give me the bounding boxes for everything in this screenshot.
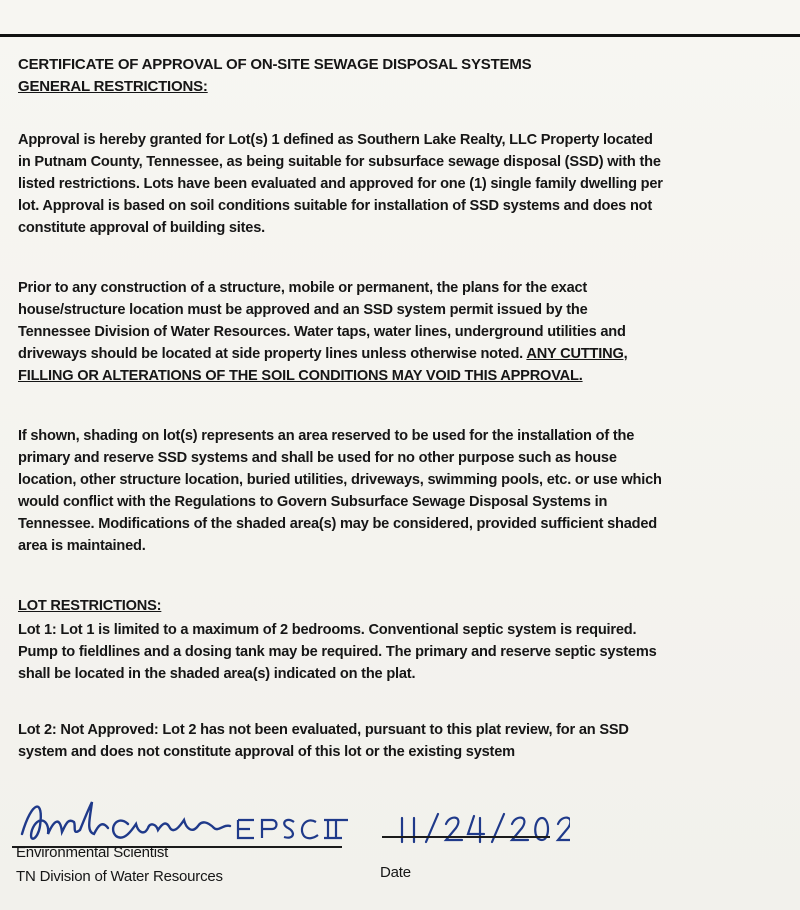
signer-title: Environmental Scientist (16, 844, 169, 861)
lot2-line: Lot 2: Not Approved: Lot 2 has not been evaluated, pursuant to this plat review, for an SSD (18, 722, 629, 738)
p3-line: location, other structure location, buried utilities, driveways, swimming pools, etc. or use which (18, 472, 662, 488)
date-label: Date (380, 864, 411, 881)
p2-line: Tennessee Division of Water Resources. Water taps, water lines, underground utilities and (18, 324, 626, 340)
p1-line: in Putnam County, Tennessee, as being suitable for subsurface sewage disposal (SSD) with the (18, 154, 661, 170)
lot1-line: Pump to fieldlines and a dosing tank may be required. The primary and reserve septic systems (18, 644, 657, 660)
p3-line: primary and reserve SSD systems and shall be used for no other purpose such as house (18, 450, 617, 466)
general-restrictions-heading: GENERAL RESTRICTIONS: (18, 78, 208, 95)
p2-line (18, 346, 627, 362)
void-warning: FILLING OR ALTERATIONS OF THE SOIL CONDITIONS MAY VOID THIS APPROVAL. (18, 368, 583, 384)
p3-line: area is maintained. (18, 538, 146, 554)
p2-line: house/structure location must be approved and an SSD system permit issued by the (18, 302, 588, 318)
p2-line4-text: driveways should be located at side property lines unless otherwise noted. (18, 346, 527, 362)
lot2-line: system and does not constitute approval of this lot or the existing system (18, 744, 515, 760)
p2-line: Prior to any construction of a structure, mobile or permanent, the plans for the exact (18, 280, 588, 296)
p1-line: lot. Approval is based on soil conditions suitable for installation of SSD systems and does not (18, 198, 653, 214)
lot1-line: shall be located in the shaded area(s) indicated on the plat. (18, 666, 416, 682)
date-line (382, 836, 550, 838)
p3-line: If shown, shading on lot(s) represents an area reserved to be used for the installation of the (18, 428, 635, 444)
lot1-line: Lot 1: Lot 1 is limited to a maximum of 2 bedrooms. Conventional septic system is required. (18, 622, 637, 638)
signer-organization: TN Division of Water Resources (16, 868, 223, 885)
lot-restrictions-heading: LOT RESTRICTIONS: (18, 598, 162, 614)
p1-line: Approval is hereby granted for Lot(s) 1 defined as Southern Lake Realty, LLC Property located (18, 132, 653, 148)
p1-line: constitute approval of building sites. (18, 220, 265, 236)
p3-line: Tennessee. Modifications of the shaded area(s) may be considered, provided sufficient shaded (18, 516, 658, 532)
certificate-title: CERTIFICATE OF APPROVAL OF ON-SITE SEWAGE DISPOSAL SYSTEMS (18, 56, 532, 73)
void-warning-start: ANY CUTTING, (526, 346, 628, 362)
top-border-line (0, 34, 800, 37)
p3-line: would conflict with the Regulations to Govern Subsurface Sewage Disposal Systems in (18, 494, 608, 510)
p1-line: listed restrictions. Lots have been evaluated and approved for one (1) single family dwelling per (18, 176, 663, 192)
